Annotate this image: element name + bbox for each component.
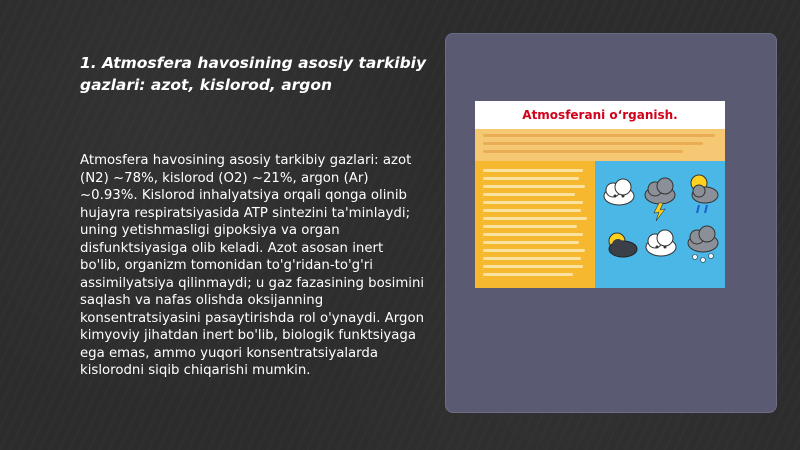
blurred-text-band <box>475 129 725 161</box>
embedded-slide-header <box>475 101 725 129</box>
hail-cloud-icon <box>688 226 718 263</box>
embedded-slide-image <box>475 101 725 288</box>
storm-cloud-icon <box>645 178 675 221</box>
embedded-slide-title: Atmosferani o‘rganish. <box>522 108 678 122</box>
weather-sky <box>595 161 725 288</box>
slide-heading: 1. Atmosfera havosining asosiy tarkibiy gazlari: azot, kislorod, argon <box>80 54 427 94</box>
body-paragraph: Atmosfera havosining asosiy tarkibiy gazlari: azot (N2) ~78%, kislorod (O2) ~21%, argon (Ar) ~0.93%. Kislorod inhalyatsiya orqali qonga olinib hujayra respiratsiyasida ATP sintezini ta'minlaydi; uning yetishmasligi gipoksiya va organ disfunktsiyasiga olib keladi. Azot asosan inert bo'lib, organizm tomonidan to'g'ridan-to'g'ri assimilyatsiya qilinmaydi; u gaz fazasining bosimini saqlash va nafas olishda oksijanning konsentratsiyasini pasaytirishda rol o'ynaydi. Argon kimyoviy jihatdan inert bo'lib, biologik funktsiyaga ega emas, ammo yuqori konsentratsiyalarda kislorodni siqib chiqarishi mumkin. <box>80 153 425 378</box>
blurred-text-box <box>475 161 595 288</box>
moon-cloud-icon <box>609 233 637 257</box>
cloud-icon <box>604 179 634 205</box>
sun-cloud-icon <box>691 175 718 213</box>
snow-cloud-icon <box>646 230 676 256</box>
